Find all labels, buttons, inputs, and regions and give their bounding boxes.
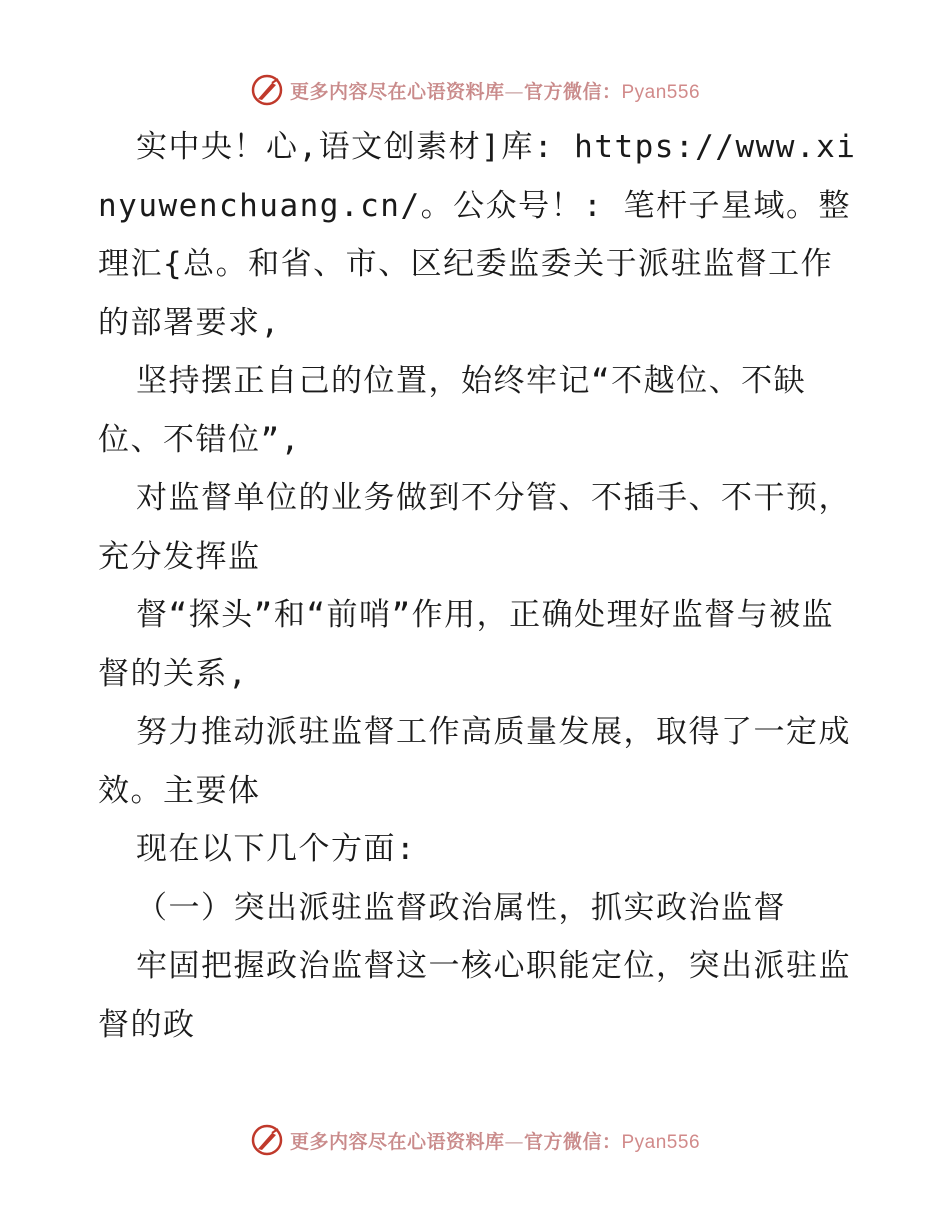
- watermark-wechat-id: Pyan556: [621, 81, 701, 103]
- paragraph-1: 实中央！心,语文创素材]库: https://www.xinyuwenchuang.cn/。公众号！: 笔杆子星域。整理汇{总。和省、市、区纪委监委关于派驻监督工作的部署要求,: [98, 129, 857, 341]
- footer-watermark: [0, 1120, 950, 1160]
- paragraph-7: （一）突出派驻监督政治属性，抓实政治监督: [136, 889, 786, 926]
- paragraph-5: 努力推动派驻监督工作高质量发展，取得了一定成效。主要体: [98, 714, 851, 809]
- watermark-main: 更多内容尽在心语资料库: [289, 80, 505, 103]
- paragraph-8: 牢固把握政治监督这一核心职能定位，突出派驻监督的政: [98, 948, 851, 1043]
- paragraph-3: 对监督单位的业务做到不分管、不插手、不干预，充分发挥监: [98, 480, 851, 575]
- watermark-suffix: 官方微信：: [523, 1130, 622, 1153]
- watermark-separator: —: [504, 1130, 524, 1153]
- quill-pen-icon: [250, 73, 284, 107]
- watermark-separator: —: [504, 80, 524, 103]
- watermark-text: [290, 77, 700, 104]
- header-watermark: [0, 70, 950, 110]
- quill-pen-icon: [250, 1123, 284, 1157]
- watermark-main: 更多内容尽在心语资料库: [289, 1130, 505, 1153]
- watermark-suffix: 官方微信：: [523, 80, 622, 103]
- paragraph-4: 督“探头”和“前哨”作用，正确处理好监督与被监督的关系,: [98, 597, 835, 692]
- watermark-wechat-id: Pyan556: [621, 1131, 701, 1153]
- paragraph-2: 坚持摆正自己的位置，始终牢记“不越位、不缺位、不错位”,: [98, 363, 807, 458]
- document-body: [98, 118, 858, 1054]
- watermark-text: [290, 1127, 700, 1154]
- paragraph-6: 现在以下几个方面:: [136, 831, 417, 867]
